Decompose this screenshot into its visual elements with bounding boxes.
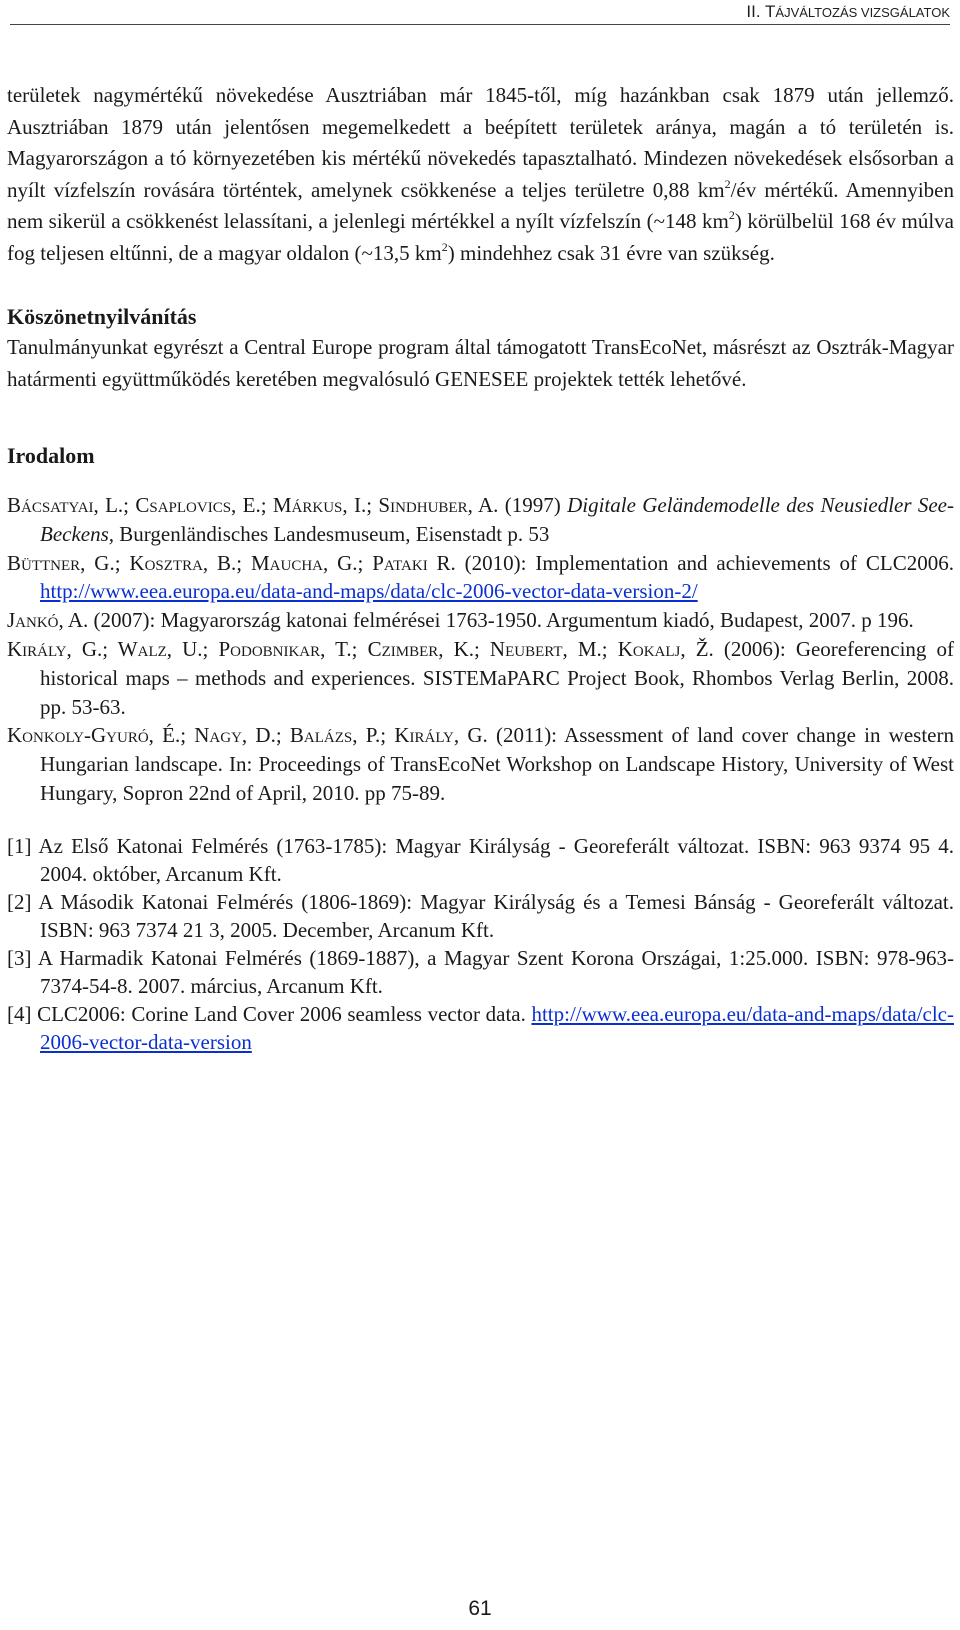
reference-item bbox=[7, 491, 954, 549]
numbered-source: [3] A Harmadik Katonai Felmérés (1869-1887), a Magyar Szent Korona Országai, 1:25.000. ISBN: 978-963-7374-54-8. 2007. március, Arcanum Kft. bbox=[7, 945, 954, 998]
numbered-source: [1] Az Első Katonai Felmérés (1763-1785): Magyar Királyság - Georeferált változat. ISBN: 963 9374 95 4. 2004. október, Arcanum Kft. bbox=[7, 833, 954, 886]
acknowledgement-text: Tanulmányunkat egyrészt a Central Europe program által támogatott TransEcoNet, másrészt az Osztrák-Magyar határmenti együttműködés keretében megvalósuló GENESEE projektek tették lehetővé. bbox=[7, 335, 954, 391]
reference-list bbox=[7, 491, 954, 808]
intro-text-3: ) körülbelül 168 év múlva fog teljesen eltűnni, de a magyar oldalon (~13,5 km bbox=[7, 209, 954, 265]
intro-text-2: /év mértékű. Amennyiben nem sikerül a csökkenést lelassítani, a jelenlegi mértékkel a nyílt vízfelszín (~148 km bbox=[7, 177, 955, 233]
numbered-source: [2] A Második Katonai Felmérés (1806-1869): Magyar Királyság és a Temesi Bánság - Georeferált változat. ISBN: 963 7374 21 3, 2005. December, Arcanum Kft. bbox=[7, 889, 954, 942]
reference-authors: Jankó, A. bbox=[7, 608, 89, 633]
reference-item bbox=[7, 549, 954, 607]
running-header bbox=[10, 0, 950, 25]
reference-item bbox=[7, 635, 954, 721]
reference-publisher: Burgenländisches Landesmuseum, Eisenstadt p. 53 bbox=[114, 521, 550, 546]
reference-details: R. (2010): Implementation and achievements of CLC2006. bbox=[427, 550, 954, 575]
header-prefix: II. T bbox=[746, 2, 776, 21]
reference-item bbox=[7, 721, 954, 807]
reference-year: (1997) bbox=[498, 493, 568, 517]
reference-authors: Konkoly-Gyuró, É.; Nagy, D.; Balázs, P.; Király, G. bbox=[7, 723, 488, 748]
numbered-source bbox=[7, 1000, 954, 1056]
reference-details: (2011): Assessment of land cover change in western Hungarian landscape. In: Proceedings of TransEcoNet Workshop on Landscape History, University of West Hungary, Sopron 22nd of April, 2010. pp 75-89. bbox=[40, 723, 954, 805]
page-content bbox=[7, 80, 954, 1056]
acknowledgement-heading: Köszönetnyilvánítás bbox=[7, 304, 197, 329]
superscript: 2 bbox=[728, 208, 735, 222]
literature-heading: Irodalom bbox=[7, 443, 95, 468]
reference-details: (2007): Magyarország katonai felmérései 1763-1950. Argumentum kiadó, Budapest, 2007. p 196. bbox=[88, 608, 914, 633]
reference-item bbox=[7, 606, 954, 635]
numbered-source-list bbox=[7, 832, 954, 1056]
header-rest: ÁJVÁLTOZÁS VIZSGÁLATOK bbox=[775, 5, 950, 20]
intro-paragraph bbox=[7, 80, 954, 269]
numbered-source-text: [4] CLC2006: Corine Land Cover 2006 seamless vector data. bbox=[7, 1001, 532, 1026]
reference-authors: Bácsatyai, L.; Csaplovics, E.; Márkus, I.; Sindhuber, A. bbox=[7, 493, 499, 517]
reference-title: Digitale Geländemodelle des Neusiedler See-Beckens, bbox=[40, 493, 954, 546]
superscript: 2 bbox=[724, 176, 731, 191]
reference-authors: Király, G.; Walz, U.; Podobnikar, T.; Czimber, K.; Neubert, M.; Kokalj, Ž. bbox=[7, 636, 714, 661]
intro-text-4: ) mindehhez csak 31 évre van szükség. bbox=[447, 240, 775, 265]
page-number: 61 bbox=[468, 1597, 492, 1620]
reference-details: (2006): Georeferencing of historical maps – methods and experiences. SISTEMaPARC Project Book, Rhombos Verlag Berlin, 2008. pp. 53-63. bbox=[40, 636, 954, 719]
intro-text-1: területek nagymértékű növekedése Ausztriában már 1845-től, míg hazánkban csak 1879 után jellemző. Ausztriában 1879 után jelentősen megemelkedett a beépített területek aránya, magán a tó területén is. Magyarországon a tó környezetében kis mértékű növekedés tapasztalható. Mindezen növekedések elsősorban a nyílt vízfelszín rovására történtek, amelynek csökkenése a teljes területre 0,88 km bbox=[7, 83, 954, 202]
superscript: 2 bbox=[441, 239, 448, 254]
reference-authors: Büttner, G.; Kosztra, B.; Maucha, G.; Pataki bbox=[7, 550, 428, 575]
reference-link[interactable]: http://www.eea.europa.eu/data-and-maps/data/clc-2006-vector-data-version-2/ bbox=[40, 579, 698, 604]
numbered-source-link[interactable]: http://www.eea.europa.eu/data-and-maps/data/clc-2006-vector-data-version bbox=[40, 1001, 954, 1054]
